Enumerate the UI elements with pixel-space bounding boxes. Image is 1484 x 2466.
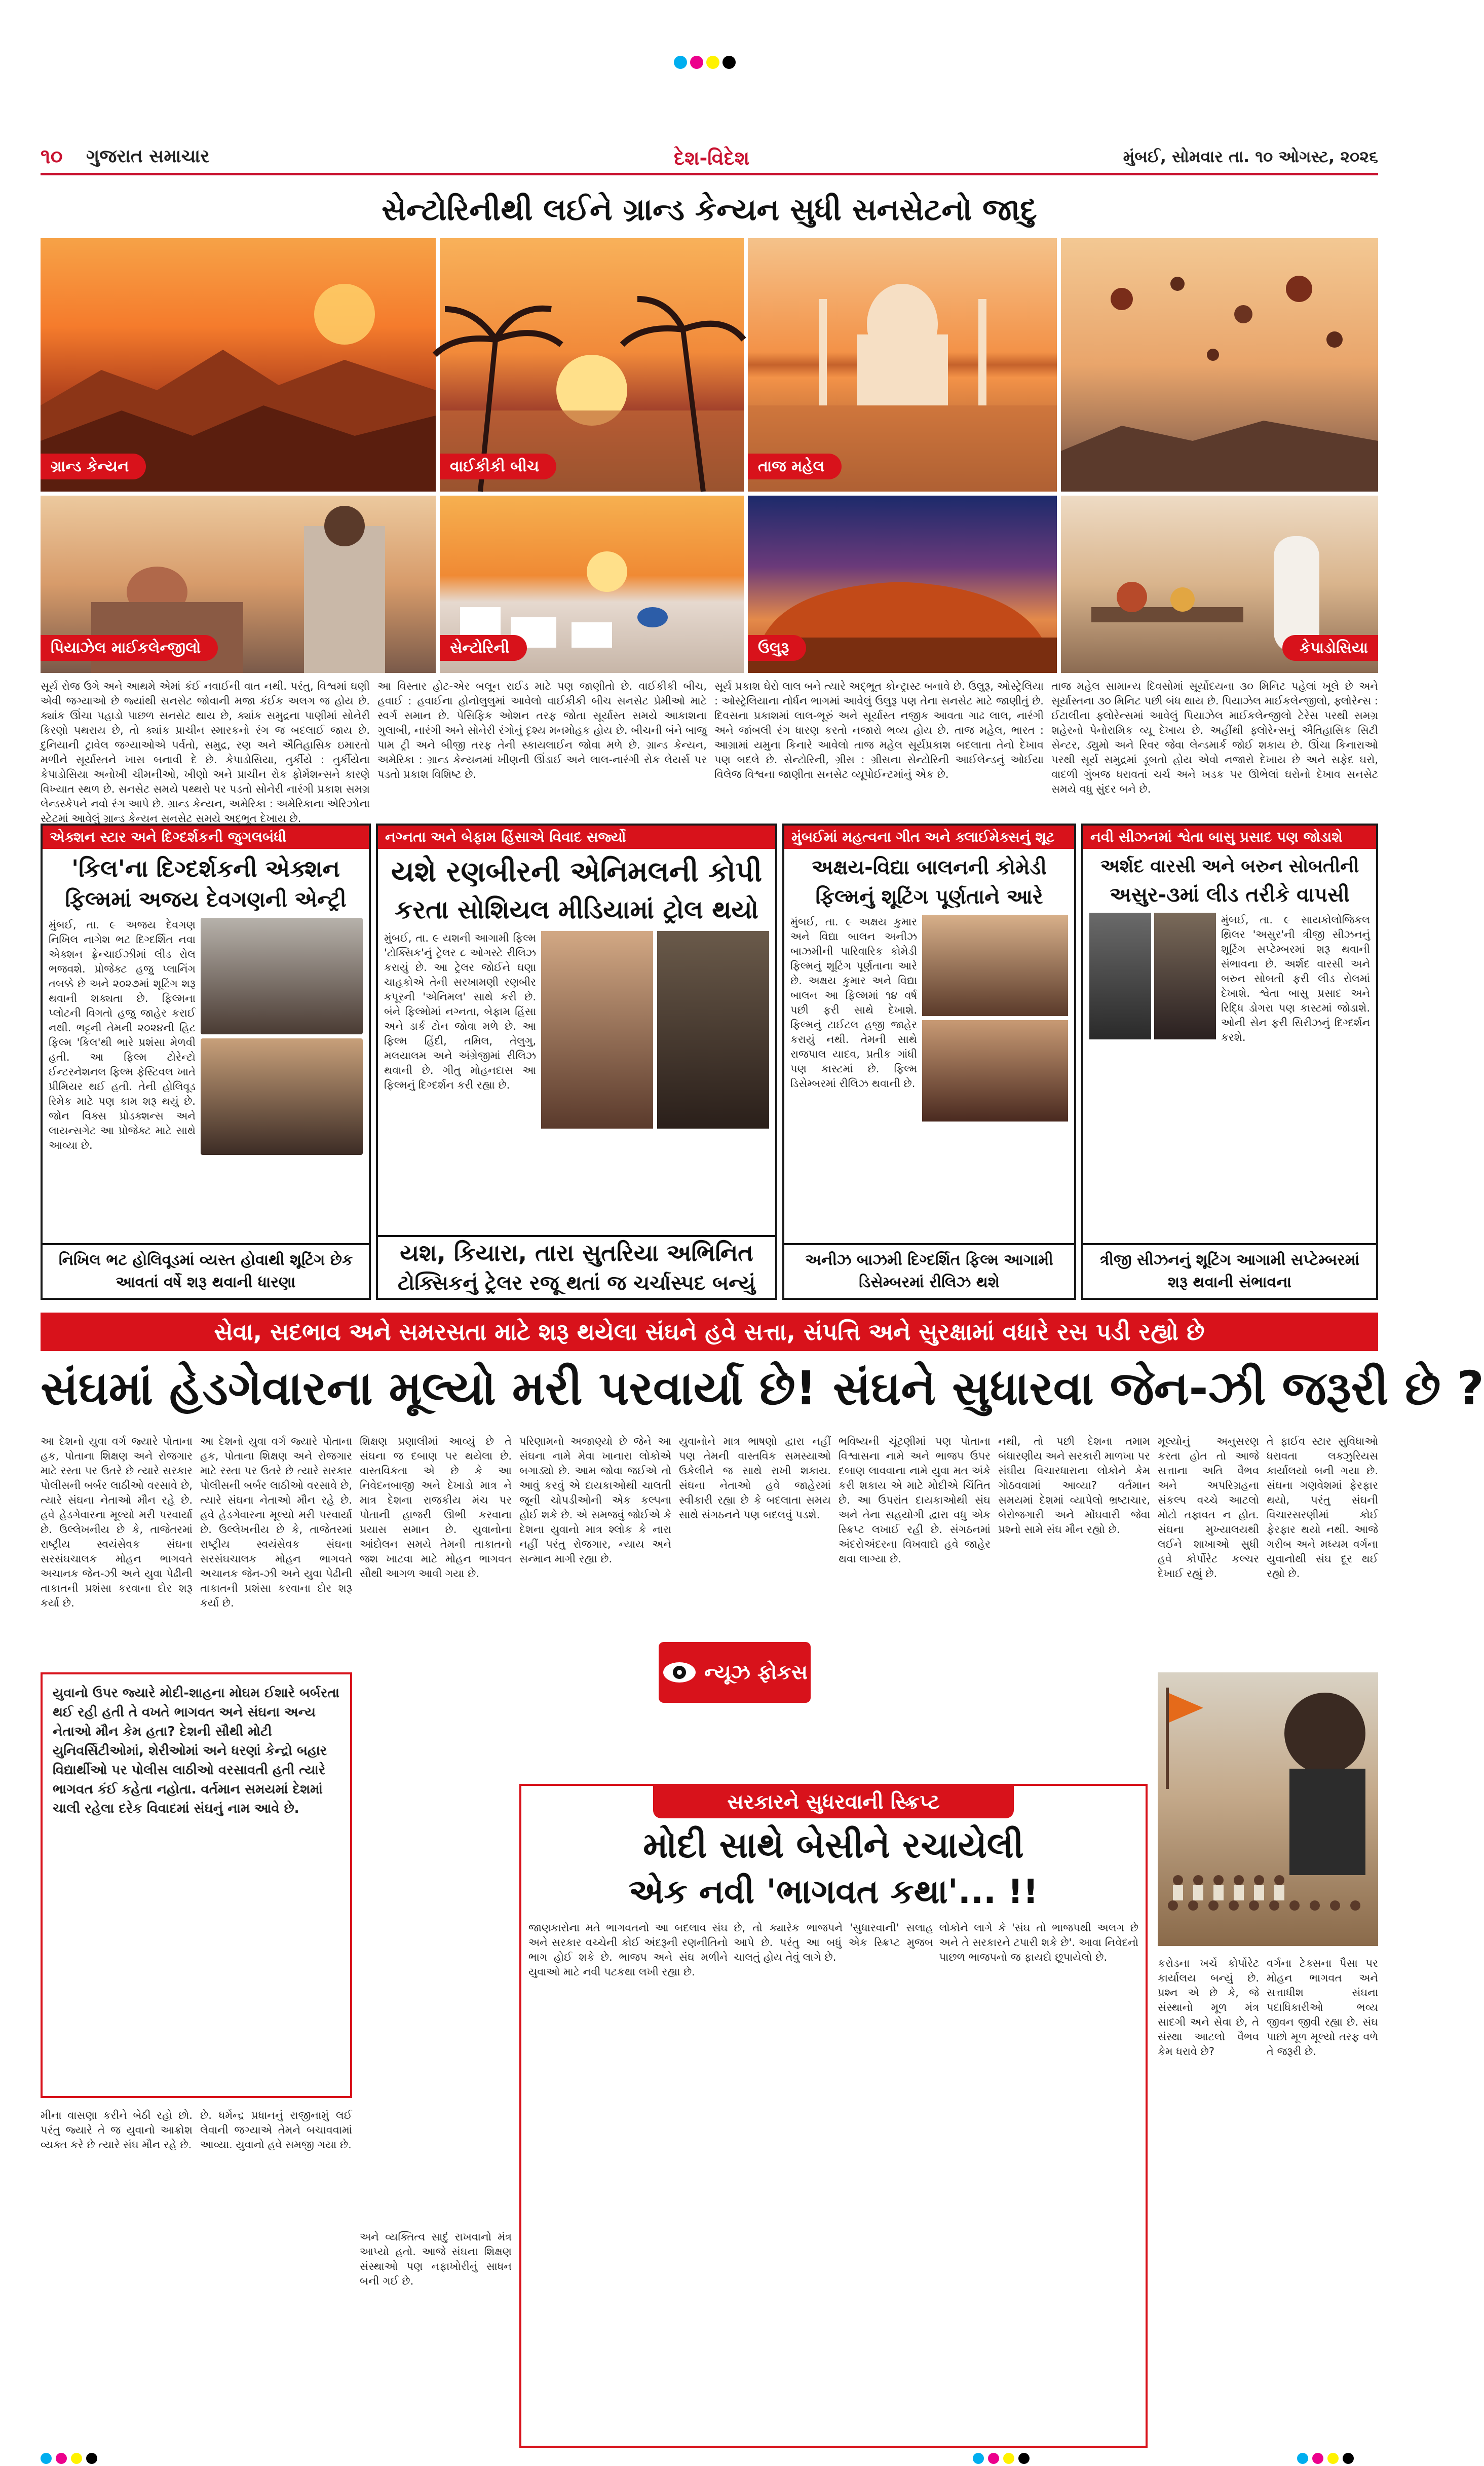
main-body-col-2: આ દેશનો યુવા વર્ગ જ્યારે પોતાના હક, પોતાના શિક્ષણ અને રોજગાર માટે રસ્તા પર ઉતરે છે ત્યારે સરકાર પોલીસની બર્બર લાઠીઓ વરસાવે છે, ત્યારે સંઘના નેતાઓ મૌન રહે છે. હવે હેડગેવારના મૂલ્યો મરી પરવાર્યા છે. ઉલ્લેખનીય છે કે, તાજેતરમાં રાષ્ટ્રીય સ્વયંસેવક સંઘના સરસંઘચાલક મોહન ભાગવતે અચાનક જેન-ઝી અને યુવા પેઢીની તાકાતની પ્રશંસા કરવાના દોર શરૂ કર્યા છે. <box>200 1435 352 1609</box>
color-registration-bar <box>41 2453 193 2464</box>
story-headline: અર્શદ વારસી અને બરુન સોબતીની <box>1100 856 1359 877</box>
main-body-col-9: તે ફાઈવ સ્ટાર સુવિધાઓ ધરાવતા લક્ઝુરિયસ કાર્યાલયો બની ગયા છે. સંઘના ગણવેશમાં ફેરફાર થયો, પરંતુ સંઘની વિચારસરણીમાં કોઈ ફેરફાર થયો નથી. આજે ગરીબ અને મધ્યમ વર્ગના યુવાનોથી સંઘ દૂર થઈ રહ્યો છે. <box>1267 1435 1378 1580</box>
main-body-col-13: છે. ધર્મેન્દ્ર પ્રધાનનું રાજીનામું લઈ લેવાની જગ્યાએ તેમને બચાવવામાં આવ્યા. યુવાનો હવે સમજી ગયા છે. <box>200 2109 352 2151</box>
main-body-col-8: મૂલ્યોનું અનુસરણ કરતા હોત તો આજે સત્તાના અતિ વૈભવ અને અપરિગ્રહના સંકલ્પ વચ્ચે આટલો મોટો તફાવત ન હોત. સંઘના મુખ્યાલયથી લઈને શાખાઓ સુધી હવે કોર્પોરેટ કલ્ચર દેખાઈ રહ્યું છે. <box>1158 1435 1259 1580</box>
main-body-col-6: ભવિષ્યની ચૂંટણીમાં પણ પોતાના વિશ્વાસના નામે અને ભાજપ ઉપર દબાણ લાવવાના નામે યુવા મત અંકે કરી શકાય એ માટે મોદીએ ચિંતિત છે. આ ઉપરાંત દાયકાઓથી સંઘ અને તેના સહયોગી દ્વારા વધુ એક સ્ક્રિપ્ટ લખાઈ રહી છે. સંગઠનમાં અંદરોઅંદરના વિખવાદો હવે જાહેર થવા લાગ્યા છે. <box>839 1435 991 1565</box>
main-story-kicker: સેવા, સદભાવ અને સમરસતા માટે શરૂ થયેલા સંઘને હવે સત્તા, સંપત્તિ અને સુરક્ષામાં વધારે રસ પડી રહ્યો છે <box>41 1313 1378 1351</box>
caption-florence: પિયાઝેલ માઈકલેન્જીલો <box>41 635 218 661</box>
top-story-col-3: સૂર્ય પ્રકાશ ઘેરો લાલ બને ત્યારે અદ્ભૂત કોન્ટ્રાસ્ટ બનાવે છે. ઉલુરૂ, ઓસ્ટ્રેલિયા : ઓસ્ટ્રેલિયાના નોર્ધન ભાગમાં આવેલું ઉલુરૂ પણ તેના સનસેટ માટે જાણીતું છે. દિવસના પ્રકાશમાં લાલ-ભૂરું અને સૂર્યાસ્ત નજીક આવતા ગાઢ લાલ, નારંગી અને જાંબલી રંગ ધારણ કરતો નજારો ભવ્ય હોય છે. તાજ મહેલ, ભારત : આગ્રામાં યમુના કિનારે આવેલો તાજ મહેલ સૂર્યપ્રકાશ બદલાતા તેનો દેખાવ પણ બદલે છે. સેન્ટોરિની, ગ્રીસ : ગ્રીસના સેન્ટોરિની આઈલેન્ડનું ઓઈયા વિલેજ વિશ્વના જાણીતા સનસેટ વ્યૂપોઈન્ટમાંનું એક છે. <box>714 680 1044 780</box>
main-story-headline: સંઘમાં હેડગેવારના મૂલ્યો મરી પરવાર્યા છે! સંઘને સુધારવા જેન-ઝી જરૂરી છે ? <box>41 1361 1484 1415</box>
caption-grand-canyon: ગ્રાન્ડ કેન્યન <box>41 454 146 479</box>
portrait-photo <box>1154 913 1216 1039</box>
story-headline: અક્ષય-વિદ્યા બાલનની કોમેડી <box>812 856 1047 879</box>
story-headline: 'કિલ'ના દિગ્દર્શકની એક્શન <box>71 855 340 882</box>
photo-santorini <box>440 496 744 673</box>
main-body-col-14: અને વ્યક્તિત્વ સાદું રાખવાનો મંત્ર આપ્યો હતો. આજે સંઘના શિક્ષણ સંસ્થાઓ પણ નફાખોરીનું સાધન બની ગઈ છે. <box>360 2231 512 2287</box>
caption-uluru: ઉલુરૂ <box>748 635 806 661</box>
rss-rally-photo <box>1158 1672 1378 1946</box>
section-name: દેશ-વિદેશ <box>674 147 750 169</box>
story-box-asur <box>1081 824 1378 1300</box>
top-story-headline: સેન્ટોરિનીથી લઈને ગ્રાન્ડ કેન્યન સુધી સનસેટનો જાદુ <box>382 192 1037 228</box>
story-headline: ફિલ્મનું શૂટિંગ પૂર્ણતાને આરે <box>815 885 1043 909</box>
registration-dot <box>706 56 719 69</box>
story-kicker: નગ્નતા અને બેફામ હિંસાએ વિવાદ સર્જ્યો <box>378 826 775 849</box>
portrait-photo <box>922 915 1068 1016</box>
photo-waikiki <box>440 238 744 492</box>
photo-grand-canyon <box>41 238 436 492</box>
main-body-col-1: આ દેશનો યુવા વર્ગ જ્યારે પોતાના હક, પોતાના શિક્ષણ અને રોજગાર માટે રસ્તા પર ઉતરે છે ત્યારે સરકાર પોલીસની બર્બર લાઠીઓ વરસાવે છે, ત્યારે સંઘના નેતાઓ મૌન રહે છે. હવે હેડગેવારના મૂલ્યો મરી પરવાર્યા છે. ઉલ્લેખનીય છે કે, તાજેતરમાં રાષ્ટ્રીય સ્વયંસેવક સંઘના સરસંઘચાલક મોહન ભાગવતે અચાનક જેન-ઝી અને યુવા પેઢીની તાકાતની પ્રશંસા કરવાના દોર શરૂ કર્યા છે. <box>41 1435 193 1609</box>
sub-story-headline: એક નવી 'ભાગવત કથા'... !! <box>628 1872 1039 1911</box>
film-still-photo <box>541 931 653 1129</box>
top-story-col-4: તાજ મહેલ સામાન્ય દિવસોમાં સૂર્યોદયના ૩૦ મિનિટ પહેલાં ખૂલે છે અને સૂર્યાસ્તના ૩૦ મિનિટ પછી બંધ થાય છે. પિયાઝેલ માઈકલેન્જીલો, ફ્લોરેન્સ : ઈટાલીના ફ્લોરેન્સમાં આવેલું પિયાઝેલ માઈકલેન્જીલો ટેરેસ પરથી સમગ્ર શહેરનો પેનોરામિક વ્યૂ દેખાય છે. અહીંથી ફ્લોરેન્સનું ઐતિહાસિક સિટી સેન્ટર, ડ્યુમો અને રિવર જેવા લેન્ડમાર્ક જોઈ શકાય છે. ઊંચા કિનારાઓ પરથી સૂર્ય સમુદ્રમાં ડૂબતો હોય એવો નજારો દેખાય છે અને સફેદ ઘરો, વાદળી ગુંબજ ધરાવતાં ચર્ચ અને ખડક પર ઊભેલાં ઘરોનો દેખાવ સનસેટ સમયે વધુ સુંદર બને છે. <box>1051 680 1378 795</box>
sub-story-body: જાણકારોના મતે ભાગવતનો આ બદલાવ સંઘ અને સરકાર વચ્ચેની કોઈ અંદરૂની રણનીતિનો ભાગ હોઈ શકે છે. ભાજપ અને સંઘ મળીને યુવાઓ માટે નવી પટકથા લખી રહ્યા છે. <box>528 1922 728 1978</box>
color-registration-bar <box>973 2453 1125 2464</box>
story-headline: ફિલ્મમાં અજય દેવગણની એન્ટ્રી <box>65 887 347 912</box>
top-story-col-2: આ વિસ્તાર હોટ-એર બલૂન રાઈડ માટે પણ જાણીતો છે. વાઈકીકી બીચ, હવાઈ : હવાઈના હોનોલુલુમાં આવેલો વાઈકીકી બીચ સનસેટ પ્રેમીઓ માટે સ્વર્ગ સમાન છે. પેસિફિક ઓશન તરફ જોતા સૂર્યાસ્ત સમયે આકાશના ગુલાબી, નારંગી અને સોનેરી રંગોનું દૃશ્ય મનમોહક હોય છે. બીચની બંને બાજુ પામ ટ્રી અને બીજી તરફ તેની સ્કાયલાઈન જોવા મળે છે. ગ્રાન્ડ કેન્યન, અમેરિકા : ગ્રાન્ડ કેન્યનમાં ખીણની ઊંડાઈ અને લાલ-નારંગી રોક લેયર્સ પર પડતો પ્રકાશ વિશિષ્ટ છે. <box>377 680 707 780</box>
story-footer: અનીઝ બાઝમી દિગ્દર્શિત ફિલ્મ આગામી ડિસેમ્બરમાં રીલિઝ થશે <box>784 1243 1074 1298</box>
main-body-col-11: વર્ગના ટેક્સના પૈસા પર મોહન ભાગવત અને સત્તાધીશ સંઘના પદાધિકારીઓ ભવ્ય જીવન જીવી રહ્યા છે. સંઘ પાછો મૂળ મૂલ્યો તરફ વળે તે જરૂરી છે. <box>1267 1957 1378 2058</box>
story-headline: કરતા સોશિયલ મીડિયામાં ટ્રોલ થયો <box>394 895 759 924</box>
sub-story-body: છે, તો ક્યારેક ભાજપને 'સુધારવાની' સલાહ આપે છે. પરંતુ આ બધું એક સ્ક્રિપ્ટ મુજબ ચાલતું હોય તેવું લાગે છે. <box>734 1922 933 1963</box>
story-headline: યશે રણબીરની એનિમલની કોપી <box>391 855 762 888</box>
main-body-col-12: મીના વાસણા કરીને બેઠી રહો છો. પરંતુ જ્યારે તે જ યુવાનો આક્રોશ વ્યક્ત કરે છે ત્યારે સંઘ મૌન રહે છે. <box>41 2109 193 2151</box>
newspaper-name: ગુજરાત સમાચાર <box>86 146 210 167</box>
portrait-photo <box>201 918 363 1034</box>
story-box-kill-director <box>41 824 371 1300</box>
caption-cappadocia: કેપાડોસિયા <box>1282 635 1378 661</box>
main-body-col-3: શિક્ષણ પ્રણાલીમાં આવ્યું છે તે સંઘના જ દબાણ પર થયેલા છે. વાસ્તવિકતા એ છે કે આ નિવેદનબાજી અને દેખાડો માત્ર ને માત્ર દેશના રાજકીય મંચ પર પોતાની હાજરી ઊભી કરવાના પ્રયાસ સમાન છે. યુવાનોના આંદોલન સમયે તેમની તાકાતનો જશ ખાટવા માટે મોહન ભાગવત સૌથી આગળ આવી ગયા છે. <box>360 1435 512 1580</box>
photo-cappadocia <box>1061 496 1378 673</box>
story-body: મુંબઈ, તા. ૯ અજય દેવગણ નિખિલ નાગેશ ભટ દિગ્દર્શિત નવા એક્શન ફ્રેન્ચાઈઝીમાં લીડ રોલ ભજવશે. પ્રોજેક્ટ હજુ પ્લાનિંગ તબક્કે છે અને ૨૦૨૭માં શૂટિંગ શરૂ થવાની શક્યતા છે. ફિલ્મના પ્લોટની વિગતો હજુ જાહેર કરાઈ નથી. ભટ્ટની તેમની ૨૦૨૪ની હિટ ફિલ્મ 'કિલ'થી ભારે પ્રશંસા મેળવી હતી. આ ફિલ્મ ટોરેન્ટો ઈન્ટરનેશનલ ફિલ્મ ફેસ્ટિવલ ખાતે પ્રીમિયર થઈ હતી. તેની હોલિવૂડ રિમેક માટે પણ કામ શરૂ થયું છે. જોન વિક્સ પ્રોડક્શન્સ અને લાયન્સગેટ આ પ્રોજેક્ટ માટે સાથે આવ્યા છે. <box>49 919 196 1151</box>
caption-santorini: સેન્ટોરિની <box>440 635 527 661</box>
story-footer: ટોક્સિકનું ટ્રેલર રજૂ થતાં જ ચર્ચાસ્પદ બન્યું <box>398 1272 755 1295</box>
photo-florence <box>41 496 436 673</box>
portrait-photo <box>922 1020 1068 1122</box>
main-body-col-5: યુવાનોને માત્ર ભાષણો દ્વારા નહીં પણ તેમની વાસ્તવિક સમસ્યાઓ ઉકેલીને જ સાથે રાખી શકાય. સંઘના નેતાઓ હવે જાહેરમાં સ્વીકારી રહ્યા છે કે બદલાતા સમય સાથે સંગઠનને પણ બદલવું પડશે. <box>679 1435 831 1521</box>
sub-story-body: લોકોને લાગે કે 'સંઘ તો ભાજપથી અલગ છે અને તે સરકારને ટપારી શકે છે'. આવા નિવેદનો પાછળ ભાજપનો જ ફાયદો છૂપાયેલો છે. <box>939 1922 1138 1963</box>
page-header <box>41 142 1378 175</box>
story-body: મુંબઈ, તા. ૯ સાયકોલોજિકલ થ્રિલર 'અસુર'ની ત્રીજી સીઝનનું શૂટિંગ સપ્ટેમ્બરમાં શરૂ થવાની સંભાવના છે. અર્શદ વારસી અને બરુન સોબતી ફરી લીડ રોલમાં દેખાશે. શ્વેતા બાસુ પ્રસાદ અને રિદ્ધિ ડોગરા પણ કાસ્ટમાં જોડાશે. ઓની સેન ફરી સિરીઝનું દિગ્દર્શન કરશે. <box>1221 914 1370 1043</box>
story-body: મુંબઈ, તા. ૯ યશની આગામી ફિલ્મ 'ટોક્સિક'નું ટ્રેલર ૮ ઓગસ્ટે રીલિઝ કરાયું છે. આ ટ્રેલર જોઈને ઘણા ચાહકોએ તેની સરખામણી રણબીર કપૂરની 'એનિમલ' સાથે કરી છે. બંને ફિલ્મોમાં નગ્નતા, બેફામ હિંસા અને ડાર્ક ટોન જોવા મળે છે. આ ફિલ્મ હિંદી, તમિલ, તેલુગુ, મલયાલમ અને અંગ્રેજીમાં રીલિઝ થવાની છે. ગીતુ મોહનદાસ આ ફિલ્મનું દિગ્દર્શન કરી રહ્યા છે. <box>384 932 536 1091</box>
story-footer: યશ, કિયારા, તારા સુતરિયા અભિનિત <box>400 1239 753 1266</box>
caption-taj-mahal: તાજ મહેલ <box>748 454 842 479</box>
portrait-photo <box>201 1038 363 1155</box>
main-body-col-10: કરોડના ખર્ચે કોર્પોરેટ કાર્યાલય બન્યું છે. પ્રશ્ન એ છે કે, જે સંસ્થાનો મૂળ મંત્ર સાદગી અને સેવા છે, તે સંસ્થા આટલો વૈભવ કેમ ધરાવે છે? <box>1158 1957 1259 2058</box>
registration-dot <box>722 56 736 69</box>
news-focus-badge <box>659 1642 811 1703</box>
photo-taj-mahal <box>748 238 1057 492</box>
eye-icon <box>662 1655 697 1690</box>
portrait-photo <box>1089 913 1151 1039</box>
story-kicker: નવી સીઝનમાં શ્વેતા બાસુ પ્રસાદ પણ જોડાશે <box>1083 826 1376 849</box>
photo-balloons <box>1061 238 1378 492</box>
main-body-col-7: નથી, તો પછી દેશના તમામ બંધારણીય અને સરકારી માળખા પર સંઘીય વિચારધારાના લોકોને કેમ ગોઠવવામાં આવ્યા? વર્તમાન સમયમાં દેશમાં વ્યાપેલો ભ્રષ્ટાચાર, બેરોજગારી અને મોંઘવારી જેવા પ્રશ્નો સામે સંઘ મૌન રહ્યો છે. <box>998 1435 1150 1536</box>
story-headline: અસુર-૩માં લીડ તરીકે વાપસી <box>1110 883 1350 907</box>
registration-dot <box>674 56 687 69</box>
main-body-col-4: પરિણામનો અજાણ્યો છે જેને આ સંઘના નામે મેવા ખાનારા લોકોએ બગાડ્યો છે. આમ જોવા જઈએ તો આવું કરવું એ દાયકાઓથી ચાલતી જૂની ચોપડીઓની એક કલ્પના હોઈ શકે છે. એ સમજવું જોઈએ કે દેશના યુવાનો માત્ર શ્લોક કે નારા નહીં પરંતુ રોજગાર, ન્યાય અને સન્માન માગી રહ્યા છે. <box>519 1435 671 1565</box>
page-number: ૧૦ <box>41 145 63 168</box>
rally-illustration <box>1158 1672 1378 1946</box>
story-box-yash-toxic <box>376 824 777 1300</box>
story-kicker: એક્શન સ્ટાર અને દિગ્દર્શકની જુગલબંધી <box>43 826 369 849</box>
caption-waikiki: વાઈકીકી બીચ <box>440 454 556 479</box>
color-registration-bar <box>1297 2453 1378 2464</box>
sub-story-headline: મોદી સાથે બેસીને રચાયેલી <box>643 1824 1024 1866</box>
sub-story-box <box>519 1784 1148 2448</box>
story-footer: ત્રીજી સીઝનનું શૂટિંગ આગામી સપ્ટેમ્બરમાં શરૂ થવાની સંભાવના <box>1083 1243 1376 1298</box>
story-footer: નિખિલ ભટ હોલિવૂડમાં વ્યસ્ત હોવાથી શૂટિંગ છેક આવતાં વર્ષે શરૂ થવાની ધારણા <box>43 1243 369 1298</box>
issue-date: મુંબઈ, સોમવાર તા. ૧૦ ઓગસ્ટ, ૨૦૨૬ <box>1123 147 1378 166</box>
story-box-akshay-vidya <box>782 824 1076 1300</box>
top-story-col-1: સૂર્ય રોજ ઉગે અને આથમે એમાં કંઈ નવાઈની વાત નથી. પરંતુ, વિશ્વમાં ઘણી એવી જગ્યાઓ છે જ્યાંથી સનસેટ જોવાની મજા કંઈક અલગ જ હોય છે. ક્યાંક ઊંચા પહાડો પાછળ સનસેટ થાય છે, ક્યાંક સમુદ્રના પાણીમાં સોનેરી કિરણો પથરાય છે, તો ક્યાંક પ્રાચીન સ્મારકનો રંગ જ બદલાઈ જાય છે. દુનિયાની ટ્રાવેલ જગ્યાઓએ પર્વતો, સમુદ્ર, રણ અને ઐતિહાસિક ઇમારતો મળીને સૂર્યાસ્તને ખાસ બનાવી દે છે. કેપાડોસિયા, તુર્કીયે : તુર્કીયેના કેપાડોસિયા અનોખી ચીમનીઓ, ખીણો અને પ્રાચીન રોક ફોર્મેશન્સને કારણે વિખ્યાત સ્થળ છે. સનસેટ સમયે પથ્થરો પર પડતો સોનેરી નારંગી પ્રકાશ સમગ્ર લેન્ડસ્કેપને નવો રંગ આપે છે. ગ્રાન્ડ કેન્યન, અમેરિકા : અમેરિકાના એરિઝોના સ્ટેટમાં આવેલું ગ્રાન્ડ કેન્યન સનસેટ સમયે અદ્ભૂત દેખાય છે. <box>41 680 370 825</box>
balloon-illustration <box>1061 238 1378 492</box>
film-still-photo <box>657 931 769 1129</box>
registration-dot <box>690 56 703 69</box>
story-kicker: મુંબઈમાં મહત્વના ગીત અને ક્લાઈમેક્સનું શૂટ <box>784 826 1074 849</box>
pull-quote: યુવાનો ઉપર જ્યારે મોદી-શાહના મોઘમ ઈશારે બર્બરતા થઈ રહી હતી તે વખતે ભાગવત અને સંઘના અન્ય નેતાઓ મૌન કેમ હતા? દેશની સૌથી મોટી યુનિવર્સિટીઓમાં, શેરીઓમાં અને ધરણાં કેન્દ્રો બહાર વિદ્યાર્થીઓ પર પોલીસ લાઠીઓ વરસાવતી હતી ત્યારે ભાગવત કંઈ કહેતા નહોતા. વર્તમાન સમયમાં દેશમાં ચાલી રહેલા દરેક વિવાદમાં સંઘનું નામ આવે છે. <box>41 1672 352 2098</box>
photo-uluru <box>748 496 1057 673</box>
story-body: મુંબઈ, તા. ૯ અક્ષય કુમાર અને વિદ્યા બાલન અનીઝ બાઝમીની પારિવારિક કોમેડી ફિલ્મનું શૂટિંગ પૂર્ણતાના આરે છે. અક્ષય કુમાર અને વિદ્યા બાલન આ ફિલ્મમાં ૧૪ વર્ષ પછી ફરી સાથે દેખાશે. ફિલ્મનું ટાઈટલ હજી જાહેર કરાયું નથી. તેમની સાથે રાજપાલ યાદવ, પ્રતીક ગાંધી પણ કાસ્ટમાં છે. ફિલ્મ ડિસેમ્બરમાં રીલિઝ થવાની છે. <box>790 916 917 1090</box>
sub-story-kicker: સરકારને સુધરવાની સ્ક્રિપ્ટ <box>653 1786 1014 1818</box>
badge-label: ન્યૂઝ ફોકસ <box>704 1661 808 1684</box>
